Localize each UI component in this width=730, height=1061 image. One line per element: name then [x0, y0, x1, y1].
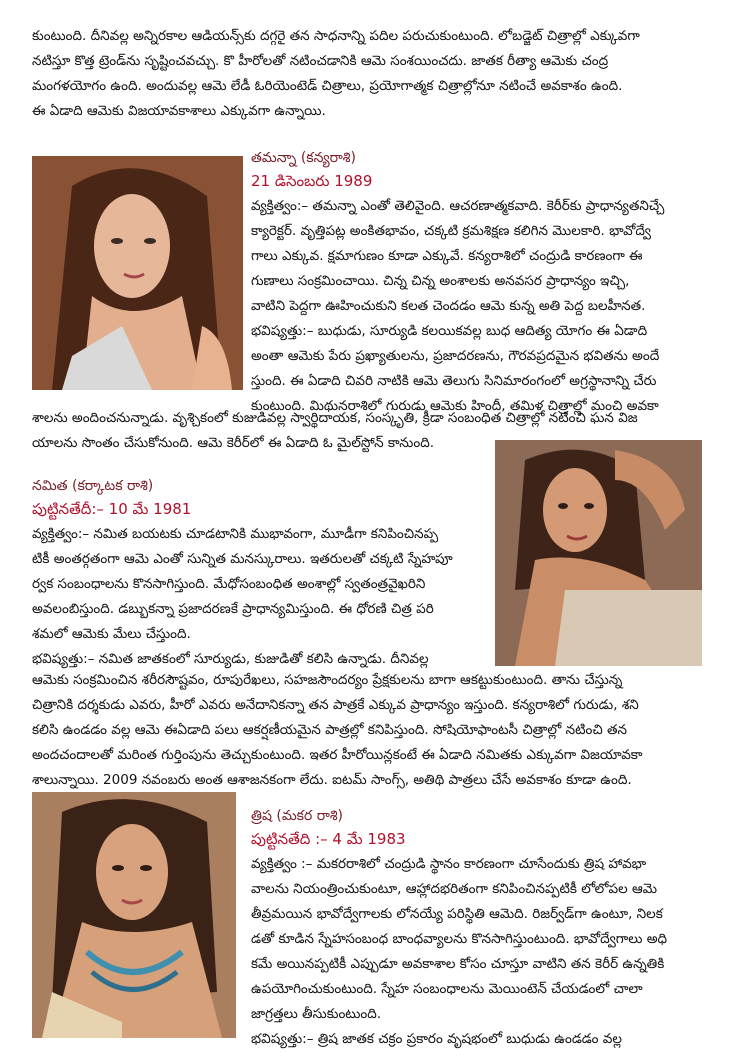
text-line: కుంటుంది. దీనివల్ల అన్నిరకాల ఆడియన్స్‌కు దగ్గరై తన సాధనాన్ని పదిల పరుచుకుంటుంది. లోబడ్జెట్ చిత్రాల్లో ఎక్కువగా	[32, 28, 640, 44]
trisha-date: పుట్టినతేది :– 4 మే 1983	[251, 830, 406, 848]
namitha-text-left	[32, 522, 488, 672]
text-line: డతో కూడిన స్నేహసంబంధ బాంధవ్యాలను కొనసాగిస్తుంటుంది. భావోద్వేగాలు అధి	[251, 931, 668, 947]
text-line: గాలు ఎక్కువ. క్షమాగుణం కూడా ఎక్కువే. కన్యరాశిలో చంద్రుడి కారణంగా ఈ	[251, 248, 643, 264]
namitha-text-full	[32, 668, 708, 793]
text-line: జాగ్రత్తలు తీసుకుంటుంది.	[251, 1006, 382, 1022]
trisha-text-right	[251, 852, 709, 1052]
trisha-heading: త్రిష (మకర రాశి)	[251, 808, 343, 824]
text-line: భవిష్యత్తు:– నమిత జాతకంలో సూర్యుడు, కుజుడితో కలిసి ఉన్నాడు. దీనివల్ల	[32, 651, 429, 667]
text-line: టికీ అంతర్గతంగా ఆమె ఎంతో సున్నిత మనస్కురాలు. ఇతరులతో చక్కటి స్నేహపూ	[32, 551, 453, 567]
text-line: ఈ ఏడాది ఆమెకు విజయావకాశాలు ఎక్కువగా ఉన్నాయి.	[32, 103, 326, 119]
text-line: స్తుంది. ఈ ఏడాది చివరి నాటికి ఆమె తెలుగు సినిమారంగంలో అగ్రస్థానాన్ని చేరు	[251, 373, 657, 389]
text-line: క్యారెక్టర్. వృత్తిపట్ల అంకితభావం, చక్కటి క్రమశిక్షణ కలిగిన మొలకారి. భావోద్వే	[251, 223, 651, 239]
text-line: వ్యక్తిత్వం :– మకరరాశిలో చంద్రుడి స్థానం కారణంగా చూసేందుకు త్రిష హావభా	[251, 856, 647, 872]
text-line: కలిసి ఉండడం వల్ల ఆమె ఈఏడాది పలు ఆకర్షణీయమైన పాత్రల్లో కనిపిస్తుంది. సోషియోఫాంటసీ చిత్రాల్లో నటించి తన	[32, 722, 627, 738]
text-line: మంగళయోగం ఉంది. అందువల్ల ఆమె లేడీ ఓరియెంటెడ్ చిత్రాలు, ప్రయోగాత్మక చిత్రాల్లోనూ నటించే అవకాశం ఉంది.	[32, 78, 623, 94]
text-line: అందచందాలతో మరింత గుర్తింపును తెచ్చుకుంటుంది. ఇతర హీరోయిన్లకంటే ఈ ఏడాది నమితకు ఎక్కువగా విజయావకా	[32, 747, 643, 763]
text-line: వ్యక్తిత్వం:– నమిత బయటకు చూడటానికి ముభావంగా, మూడీగా కనిపించినప్ప	[32, 526, 439, 542]
text-line: గుణాలు సంక్రమించాయి. చిన్న చిన్న అంశాలకు అనవసర ప్రాధాన్యం ఇచ్చి,	[251, 273, 630, 289]
text-line: కుంటుంది. మిథునరాశిలో గురుడు ఆమెకు హిందీ, తమిళ చిత్రాల్లో మంచి అవకా	[251, 398, 659, 414]
text-line: ఆమెకు సంక్రమించిన శరీరసౌష్టవం, రూపురేఖలు, సహజసౌందర్యం ప్రేక్షకులను బాగా ఆకట్టుకుంటుంది. తాను చేస్తున్న	[32, 672, 623, 688]
text-line: తీవ్రమయిన భావోద్వేగాలకు లోనయ్యే పరిస్థితి ఆమెది. రిజర్వ్‌డ్‌గా ఉంటూ, నిలక	[251, 906, 663, 922]
text-line: అంతా ఆమెకు పేరు ప్రఖ్యాతులను, ప్రజాదరణను, గౌరవప్రదమైన భవితను అందే	[251, 348, 660, 364]
namitha-heading: నమిత (కర్కాటక రాశి)	[32, 478, 154, 494]
text-line: కమే అయినప్పటికీ ఎప్పుడూ అవకాశాల కోసం చూస్తూ వాటిని తన కెరీర్ ఉన్నతికి	[251, 956, 665, 972]
text-line: వాటిని పెద్దగా ఊహించుకుని కలత చెందడం ఆమె కున్న అతి పెద్ద బలహీనత.	[251, 298, 646, 314]
tamanna-text-right	[251, 194, 709, 419]
text-line: శమలో ఆమెకు మేలు చేస్తుంది.	[32, 626, 191, 642]
text-line: భవిష్యత్తు:– బుధుడు, సూర్యుడి కలయికవల్ల బుధ ఆదిత్య యోగం ఈ ఏడాది	[251, 323, 648, 339]
tamanna-date: 21 డిసెంబరు 1989	[251, 172, 373, 190]
intro-paragraph	[32, 24, 708, 124]
text-line: భవిష్యత్తు:– త్రిష జాతక చక్రం ప్రకారం వృషభంలో బుధుడు ఉండడం వల్ల	[251, 1031, 622, 1047]
text-line: యాలను సొంతం చేసుకోనుంది. ఆమె కెరీర్‌లో ఈ ఏడాది ఓ మైల్‌స్టోన్ కానుంది.	[32, 435, 435, 451]
trisha-photo	[32, 792, 236, 1038]
namitha-date: పుట్టినతేదీ:– 10 మే 1981	[32, 500, 192, 518]
text-line: శాలను అందించనున్నాడు. వృశ్చికంలో కుజుడివల్ల స్వార్థిదాయక, సంస్కృతి, క్రీడా సంబంధిత చిత్రాల్లో నటించి ఘన విజ	[32, 410, 638, 426]
tamanna-photo	[32, 156, 243, 390]
tamanna-heading: తమన్నా (కన్యరాశి)	[251, 150, 356, 166]
text-line: అవలంబిస్తుంది. డబ్బుకన్నా ప్రజాదరణకే ప్రాధాన్యమిస్తుంది. ఈ ధోరణి చిత్ర పరి	[32, 601, 434, 617]
text-line: చిత్రానికి దర్శకుడు ఎవరు, హీరో ఎవరు అనేదానికన్నా తన పాత్రకే ఎక్కువ ప్రాధాన్యం ఇస్తుంది. కన్యరాశిలో గురుడు, శని	[32, 697, 639, 713]
text-line: ఉపయోగించుకుంటుంది. స్నేహ సంబంధాలను మెయింటెన్ చేయడంలో చాలా	[251, 981, 643, 997]
text-line: ర్వక సంబంధాలను కొనసాగిస్తుంది. మేధోసంబంధిత అంశాల్లో స్వతంత్రవైఖరిని	[32, 576, 426, 592]
text-line: వ్యక్తిత్వం:– తమన్నా ఎంతో తెలివైంది. ఆచరణాత్మకవాది. కెరీర్‌కు ప్రాధాన్యతనిచ్చే	[251, 198, 665, 214]
namitha-photo	[495, 440, 702, 666]
text-line: నటిస్తూ కొత్త ట్రెండ్‌ను సృష్టించవచ్చు. కొ హీరోలతో నటించడానికి ఆమె సంశయించదు. జాతక రీత్యా ఆమెకు చంద్ర	[32, 53, 609, 69]
text-line: శాలున్నాయి. 2009 నవంబరు అంత ఆశాజనకంగా లేదు. ఐటమ్ సాంగ్స్, అతిథి పాత్రలు చేసే అవకాశం కూడా ఉంది.	[32, 772, 632, 788]
text-line: వాలను నియంత్రించుకుంటూ, ఆహ్లాదభరితంగా కనిపించినప్పటికీ లోలోపల ఆమె	[251, 881, 658, 897]
